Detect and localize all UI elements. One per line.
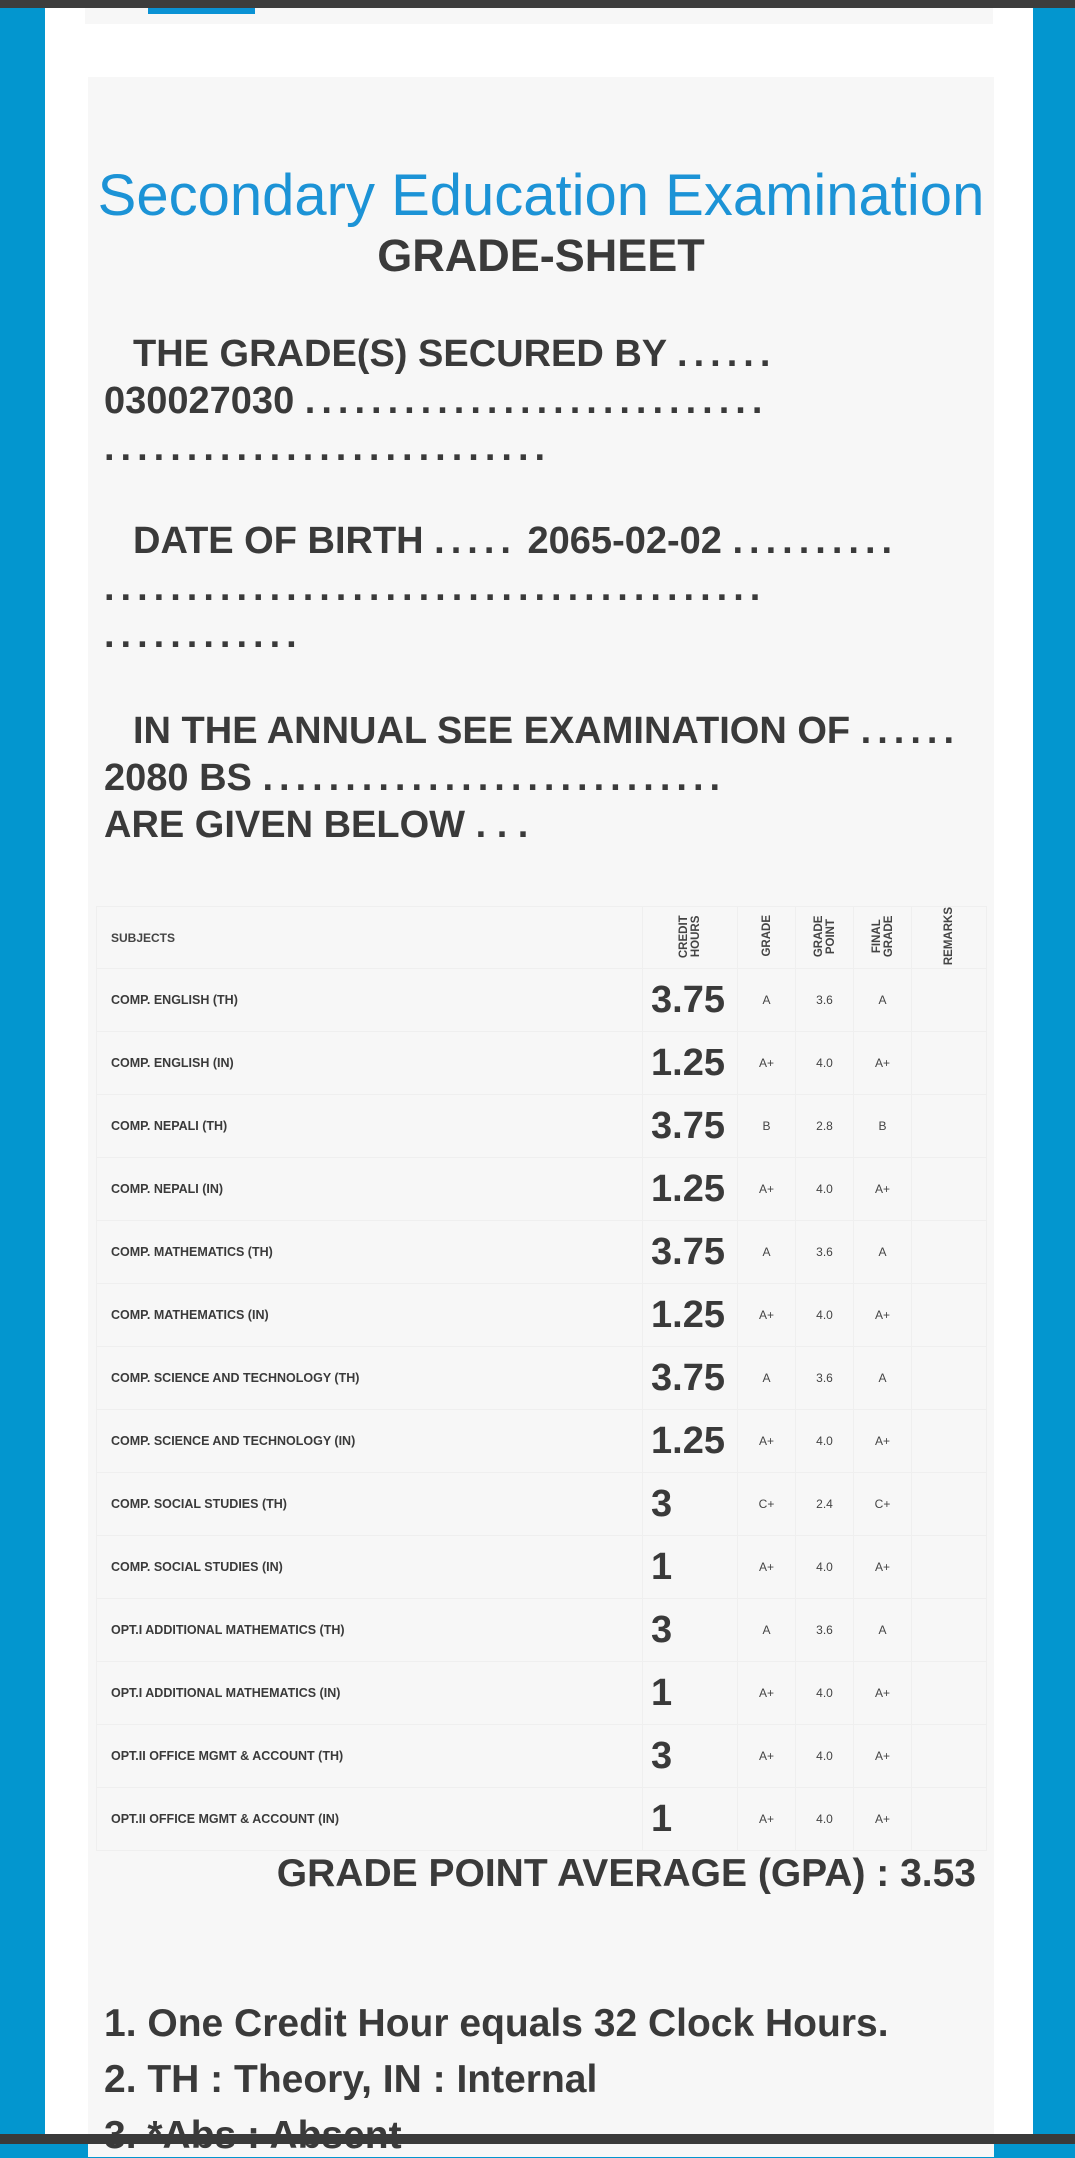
- subject-cell: COMP. SCIENCE AND TECHNOLOGY (TH): [97, 1347, 643, 1410]
- grade-cell: A+: [738, 1536, 796, 1599]
- credit-hours-cell: 1: [643, 1788, 738, 1851]
- credit-hours-cell: 3: [643, 1599, 738, 1662]
- exam-block: IN THE ANNUAL SEE EXAMINATION OF ...... 2080 BS ............................ ARE GIVEN BELOW . . .: [104, 708, 980, 849]
- grade-point-cell: 4.0: [796, 1410, 854, 1473]
- grade-cell: A+: [738, 1788, 796, 1851]
- credit-hours-cell: 1.25: [643, 1410, 738, 1473]
- grade-cell: A: [738, 1221, 796, 1284]
- subject-cell: OPT.I ADDITIONAL MATHEMATICS (TH): [97, 1599, 643, 1662]
- final-grade-cell: A+: [854, 1410, 912, 1473]
- header-final-grade: FINAL GRADE: [854, 907, 912, 969]
- table-row: [97, 1410, 987, 1473]
- final-grade-cell: A+: [854, 1662, 912, 1725]
- grade-point-cell: 4.0: [796, 1788, 854, 1851]
- grade-cell: A+: [738, 1158, 796, 1221]
- final-grade-cell: A+: [854, 1158, 912, 1221]
- remarks-cell: [912, 1473, 987, 1536]
- subject-cell: COMP. ENGLISH (TH): [97, 969, 643, 1032]
- header-remarks: REMARKS: [912, 907, 987, 969]
- remarks-cell: [912, 1536, 987, 1599]
- grade-point-cell: 2.4: [796, 1473, 854, 1536]
- grade-cell: A+: [738, 1662, 796, 1725]
- final-grade-cell: B: [854, 1095, 912, 1158]
- table-row: [97, 1095, 987, 1158]
- remarks-cell: [912, 1725, 987, 1788]
- final-grade-cell: A+: [854, 1032, 912, 1095]
- table-row: [97, 1158, 987, 1221]
- exam-title: Secondary Education Examination: [97, 163, 985, 228]
- grade-point-cell: 4.0: [796, 1284, 854, 1347]
- note-abbreviations: 2. TH : Theory, IN : Internal: [104, 2058, 598, 2101]
- grades-table: [96, 906, 987, 1851]
- grade-point-cell: 3.6: [796, 969, 854, 1032]
- grade-point-cell: 2.8: [796, 1095, 854, 1158]
- subject-cell: OPT.I ADDITIONAL MATHEMATICS (IN): [97, 1662, 643, 1725]
- secured-by-label: THE GRADE(S) SECURED BY: [133, 333, 667, 375]
- exam-year: 2080 BS: [104, 757, 252, 799]
- final-grade-cell: A+: [854, 1788, 912, 1851]
- final-grade-cell: C+: [854, 1473, 912, 1536]
- remarks-cell: [912, 1788, 987, 1851]
- note-credit-hour: 1. One Credit Hour equals 32 Clock Hours.: [104, 2002, 889, 2045]
- header-credit-hours: CREDIT HOURS: [643, 907, 738, 969]
- grade-cell: A: [738, 1599, 796, 1662]
- grade-point-cell: 4.0: [796, 1032, 854, 1095]
- table-row: [97, 1032, 987, 1095]
- given-below-text: ARE GIVEN BELOW . . .: [104, 804, 529, 846]
- top-strip: [85, 8, 993, 24]
- final-grade-cell: A: [854, 1599, 912, 1662]
- page-container[interactable]: [45, 8, 1033, 2134]
- date-of-birth: 2065-02-02: [527, 520, 722, 562]
- remarks-cell: [912, 1410, 987, 1473]
- table-row: [97, 1473, 987, 1536]
- final-grade-cell: A: [854, 969, 912, 1032]
- subject-cell: COMP. SOCIAL STUDIES (IN): [97, 1536, 643, 1599]
- grade-cell: A: [738, 969, 796, 1032]
- table-row: [97, 1662, 987, 1725]
- top-status-bar: [0, 0, 1075, 8]
- remarks-cell: [912, 1599, 987, 1662]
- grade-cell: A+: [738, 1725, 796, 1788]
- table-header-row: [97, 907, 987, 969]
- final-grade-cell: A+: [854, 1725, 912, 1788]
- final-grade-cell: A: [854, 1347, 912, 1410]
- credit-hours-cell: 1: [643, 1662, 738, 1725]
- grade-sheet-card: [88, 77, 994, 2157]
- table-row: [97, 1221, 987, 1284]
- remarks-cell: [912, 1662, 987, 1725]
- active-tab-indicator: [148, 8, 255, 14]
- table-row: [97, 1536, 987, 1599]
- grade-point-cell: 3.6: [796, 1347, 854, 1410]
- credit-hours-cell: 3: [643, 1473, 738, 1536]
- gpa-summary: GRADE POINT AVERAGE (GPA) : 3.53: [276, 1852, 976, 1895]
- grade-point-cell: 4.0: [796, 1158, 854, 1221]
- subject-cell: OPT.II OFFICE MGMT & ACCOUNT (TH): [97, 1725, 643, 1788]
- grade-cell: A+: [738, 1284, 796, 1347]
- header-grade: GRADE: [738, 907, 796, 969]
- credit-hours-cell: 1.25: [643, 1284, 738, 1347]
- grade-point-cell: 4.0: [796, 1662, 854, 1725]
- remarks-cell: [912, 1284, 987, 1347]
- grade-point-cell: 4.0: [796, 1536, 854, 1599]
- secured-by-block: THE GRADE(S) SECURED BY ...... 030027030 ............................ ...........................: [104, 333, 777, 469]
- remarks-cell: [912, 1158, 987, 1221]
- grade-point-cell: 3.6: [796, 1221, 854, 1284]
- credit-hours-cell: 3.75: [643, 969, 738, 1032]
- table-row: [97, 1347, 987, 1410]
- dob-block: DATE OF BIRTH ..... 2065-02-02 .......... ........................................ ............: [104, 520, 899, 656]
- grade-rows: [97, 969, 987, 1851]
- grade-point-cell: 4.0: [796, 1725, 854, 1788]
- subject-cell: COMP. MATHEMATICS (TH): [97, 1221, 643, 1284]
- symbol-number: 030027030: [104, 380, 295, 422]
- subject-cell: OPT.II OFFICE MGMT & ACCOUNT (IN): [97, 1788, 643, 1851]
- bottom-nav-bar: [0, 2134, 1075, 2144]
- table-row: [97, 969, 987, 1032]
- subject-cell: COMP. SOCIAL STUDIES (TH): [97, 1473, 643, 1536]
- remarks-cell: [912, 1095, 987, 1158]
- table-row: [97, 1284, 987, 1347]
- final-grade-cell: A+: [854, 1284, 912, 1347]
- grade-cell: A: [738, 1347, 796, 1410]
- remarks-cell: [912, 1347, 987, 1410]
- header-subjects: SUBJECTS: [97, 907, 643, 969]
- subject-cell: COMP. MATHEMATICS (IN): [97, 1284, 643, 1347]
- final-grade-cell: A+: [854, 1536, 912, 1599]
- remarks-cell: [912, 969, 987, 1032]
- subject-cell: COMP. SCIENCE AND TECHNOLOGY (IN): [97, 1410, 643, 1473]
- exam-label: IN THE ANNUAL SEE EXAMINATION OF: [133, 710, 851, 752]
- credit-hours-cell: 3.75: [643, 1095, 738, 1158]
- final-grade-cell: A: [854, 1221, 912, 1284]
- grade-cell: A+: [738, 1410, 796, 1473]
- header-grade-point: GRADE POINT: [796, 907, 854, 969]
- grade-sheet-heading: GRADE-SHEET: [377, 230, 705, 281]
- credit-hours-cell: 3: [643, 1725, 738, 1788]
- table-row: [97, 1725, 987, 1788]
- dob-label: DATE OF BIRTH: [133, 520, 424, 562]
- credit-hours-cell: 1.25: [643, 1032, 738, 1095]
- subject-cell: COMP. NEPALI (IN): [97, 1158, 643, 1221]
- grade-cell: C+: [738, 1473, 796, 1536]
- credit-hours-cell: 1.25: [643, 1158, 738, 1221]
- subject-cell: COMP. ENGLISH (IN): [97, 1032, 643, 1095]
- grade-cell: B: [738, 1095, 796, 1158]
- subject-cell: COMP. NEPALI (TH): [97, 1095, 643, 1158]
- grade-cell: A+: [738, 1032, 796, 1095]
- remarks-cell: [912, 1221, 987, 1284]
- credit-hours-cell: 3.75: [643, 1347, 738, 1410]
- table-row: [97, 1788, 987, 1851]
- credit-hours-cell: 1: [643, 1536, 738, 1599]
- credit-hours-cell: 3.75: [643, 1221, 738, 1284]
- table-row: [97, 1599, 987, 1662]
- remarks-cell: [912, 1032, 987, 1095]
- grade-point-cell: 3.6: [796, 1599, 854, 1662]
